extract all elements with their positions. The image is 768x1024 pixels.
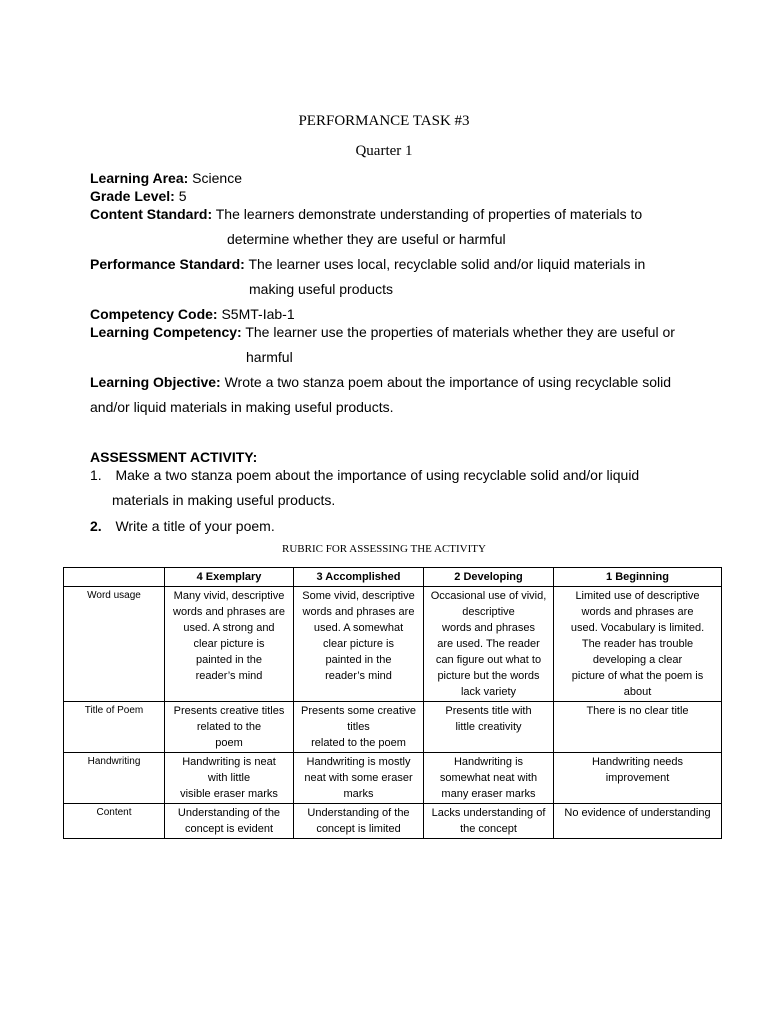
rubric-cell-line: the concept — [460, 823, 517, 835]
learning-competency-line2: harmful — [246, 349, 293, 365]
assessment-item-text: Make a two stanza poem about the importance of using recyclable solid and/or liquid — [115, 467, 640, 483]
rubric-cell-line: words and phrases — [442, 622, 535, 634]
assessment-item-text: Write a title of your poem. — [115, 518, 275, 534]
rubric-cell-line: words and phrases are — [302, 606, 415, 618]
rubric-cell-line: with little — [207, 772, 251, 784]
rubric-caption: RUBRIC FOR ASSESSING THE ACTIVITY — [282, 543, 486, 555]
rubric-cell-line: are used. The reader — [437, 638, 540, 650]
rubric-cell — [294, 753, 424, 804]
rubric-row-content — [64, 804, 722, 839]
rubric-row-handwriting — [64, 753, 722, 804]
rubric-cell-line: little creativity — [455, 721, 522, 733]
competency-code-label: Competency Code: — [90, 306, 218, 322]
rubric-cell-line: Handwriting is mostly — [306, 756, 411, 768]
performance-standard-label: Performance Standard: — [90, 256, 245, 272]
learning-area-value: Science — [192, 170, 242, 186]
rubric-cell-line: No evidence of understanding — [564, 807, 711, 819]
rubric-cell-line: about — [623, 686, 652, 698]
rubric-cell-line: neat with some eraser — [304, 772, 413, 784]
rubric-cell — [424, 804, 554, 839]
rubric-header-blank — [64, 568, 165, 587]
rubric-cell-line: Lacks understanding of — [431, 807, 546, 819]
assessment-item-number: 2. — [90, 518, 102, 534]
rubric-cell-line: many eraser marks — [441, 788, 536, 800]
rubric-cell-line: lack variety — [460, 686, 517, 698]
rubric-cell — [294, 587, 424, 702]
rubric-cell — [424, 587, 554, 702]
rubric-cell-line: Occasional use of vivid, — [430, 590, 547, 602]
rubric-cell-line: Understanding of the — [177, 807, 281, 819]
rubric-criterion: Handwriting — [64, 753, 165, 804]
rubric-cell — [165, 587, 294, 702]
learning-area — [90, 170, 242, 186]
learning-competency — [90, 324, 675, 340]
rubric-cell-line: can figure out what to — [435, 654, 542, 666]
rubric-cell-line: clear picture is — [193, 638, 265, 650]
rubric-cell — [554, 753, 722, 804]
rubric-cell-line: Many vivid, descriptive — [173, 590, 285, 602]
rubric-cell-line: used. Vocabulary is limited. — [570, 622, 705, 634]
assessment-item-1-line2: materials in making useful products. — [112, 492, 336, 508]
rubric-header-beginning: 1 Beginning — [554, 568, 722, 587]
rubric-cell-line: marks — [343, 788, 374, 800]
rubric-cell-line: Presents title with — [445, 705, 532, 717]
learning-competency-label: Learning Competency: — [90, 324, 242, 340]
rubric-criterion: Title of Poem — [64, 702, 165, 753]
rubric-header-accomplished: 3 Accomplished — [294, 568, 424, 587]
rubric-cell-line: reader’s mind — [195, 670, 263, 682]
rubric-cell-line: words and phrases are — [581, 606, 694, 618]
rubric-cell-line: painted in the — [325, 654, 392, 666]
rubric-cell-line: words and phrases are — [173, 606, 285, 618]
grade-level — [90, 188, 187, 204]
rubric-cell-line: painted in the — [195, 654, 263, 666]
rubric-row-title-of-poem — [64, 702, 722, 753]
content-standard — [90, 206, 642, 222]
learning-objective-line1: Wrote a two stanza poem about the importance of using recyclable solid — [224, 374, 672, 390]
rubric-row-word-usage — [64, 587, 722, 702]
rubric-cell — [554, 587, 722, 702]
learning-objective — [90, 374, 671, 390]
rubric-cell — [165, 702, 294, 753]
rubric-cell-line: Limited use of descriptive — [575, 590, 700, 602]
content-standard-line2: determine whether they are useful or harmful — [227, 231, 506, 247]
learning-area-label: Learning Area: — [90, 170, 189, 186]
rubric-cell-line: There is no clear title — [586, 705, 689, 717]
rubric-cell-line: used. A strong and — [183, 622, 275, 634]
rubric-cell-line: Presents creative titles — [173, 705, 285, 717]
rubric-cell — [294, 804, 424, 839]
rubric-cell-line: related to the poem — [311, 737, 406, 749]
assessment-heading: ASSESSMENT ACTIVITY: — [90, 449, 258, 465]
rubric-cell — [165, 804, 294, 839]
rubric-header-row — [64, 568, 722, 587]
rubric-cell-line: clear picture is — [323, 638, 394, 650]
grade-level-label: Grade Level: — [90, 188, 175, 204]
rubric-cell-line: visible eraser marks — [180, 788, 278, 800]
rubric-cell-line: related to the — [196, 721, 262, 733]
rubric-cell-line: Handwriting needs — [591, 756, 684, 768]
content-standard-line1: The learners demonstrate understanding of properties of materials to — [215, 206, 643, 222]
rubric-cell — [424, 753, 554, 804]
rubric-cell-line: Presents some creative — [301, 705, 416, 717]
learning-objective-line2: and/or liquid materials in making useful products. — [90, 399, 394, 415]
rubric-criterion: Word usage — [64, 587, 165, 702]
rubric-cell-line: titles — [347, 721, 370, 733]
document-title: PERFORMANCE TASK #3 — [298, 113, 470, 129]
performance-standard — [90, 256, 645, 272]
rubric-table — [63, 567, 722, 839]
rubric-cell-line: The reader has trouble — [581, 638, 694, 650]
rubric-cell-line: reader’s mind — [325, 670, 392, 682]
rubric-header-exemplary: 4 Exemplary — [165, 568, 294, 587]
performance-standard-line2: making useful products — [249, 281, 393, 297]
rubric-cell — [554, 804, 722, 839]
rubric-cell — [554, 702, 722, 753]
document-quarter: Quarter 1 — [355, 143, 413, 159]
rubric-cell-line: Handwriting is — [453, 756, 524, 768]
rubric-cell-line: developing a clear — [592, 654, 683, 666]
rubric-cell — [294, 702, 424, 753]
rubric-cell — [424, 702, 554, 753]
rubric-cell-line: picture of what the poem is — [571, 670, 704, 682]
rubric-cell-line: poem — [215, 737, 243, 749]
competency-code — [90, 306, 295, 322]
assessment-item-1 — [90, 467, 639, 483]
rubric-cell-line: somewhat neat with — [439, 772, 538, 784]
rubric-cell-line: Handwriting is neat — [182, 756, 276, 768]
rubric-cell-line: Some vivid, descriptive — [302, 590, 415, 602]
assessment-item-number: 1. — [90, 467, 102, 483]
rubric-cell-line: used. A somewhat — [313, 622, 404, 634]
performance-standard-line1: The learner uses local, recyclable solid and/or liquid materials in — [248, 256, 646, 272]
rubric-cell — [165, 753, 294, 804]
competency-code-value: S5MT-Iab-1 — [221, 306, 295, 322]
rubric-criterion: Content — [64, 804, 165, 839]
rubric-cell-line: Understanding of the — [307, 807, 410, 819]
learning-competency-line1: The learner use the properties of materials whether they are useful or — [245, 324, 675, 340]
learning-objective-label: Learning Objective: — [90, 374, 221, 390]
rubric-cell-line: concept is limited — [316, 823, 401, 835]
assessment-item-2 — [90, 518, 275, 534]
rubric-cell-line: picture but the words — [437, 670, 540, 682]
rubric-cell-line: concept is evident — [184, 823, 274, 835]
rubric-cell-line: descriptive — [462, 606, 515, 618]
rubric-cell-line: improvement — [605, 772, 670, 784]
grade-level-value: 5 — [178, 188, 187, 204]
rubric-header-developing: 2 Developing — [424, 568, 554, 587]
content-standard-label: Content Standard: — [90, 206, 213, 222]
